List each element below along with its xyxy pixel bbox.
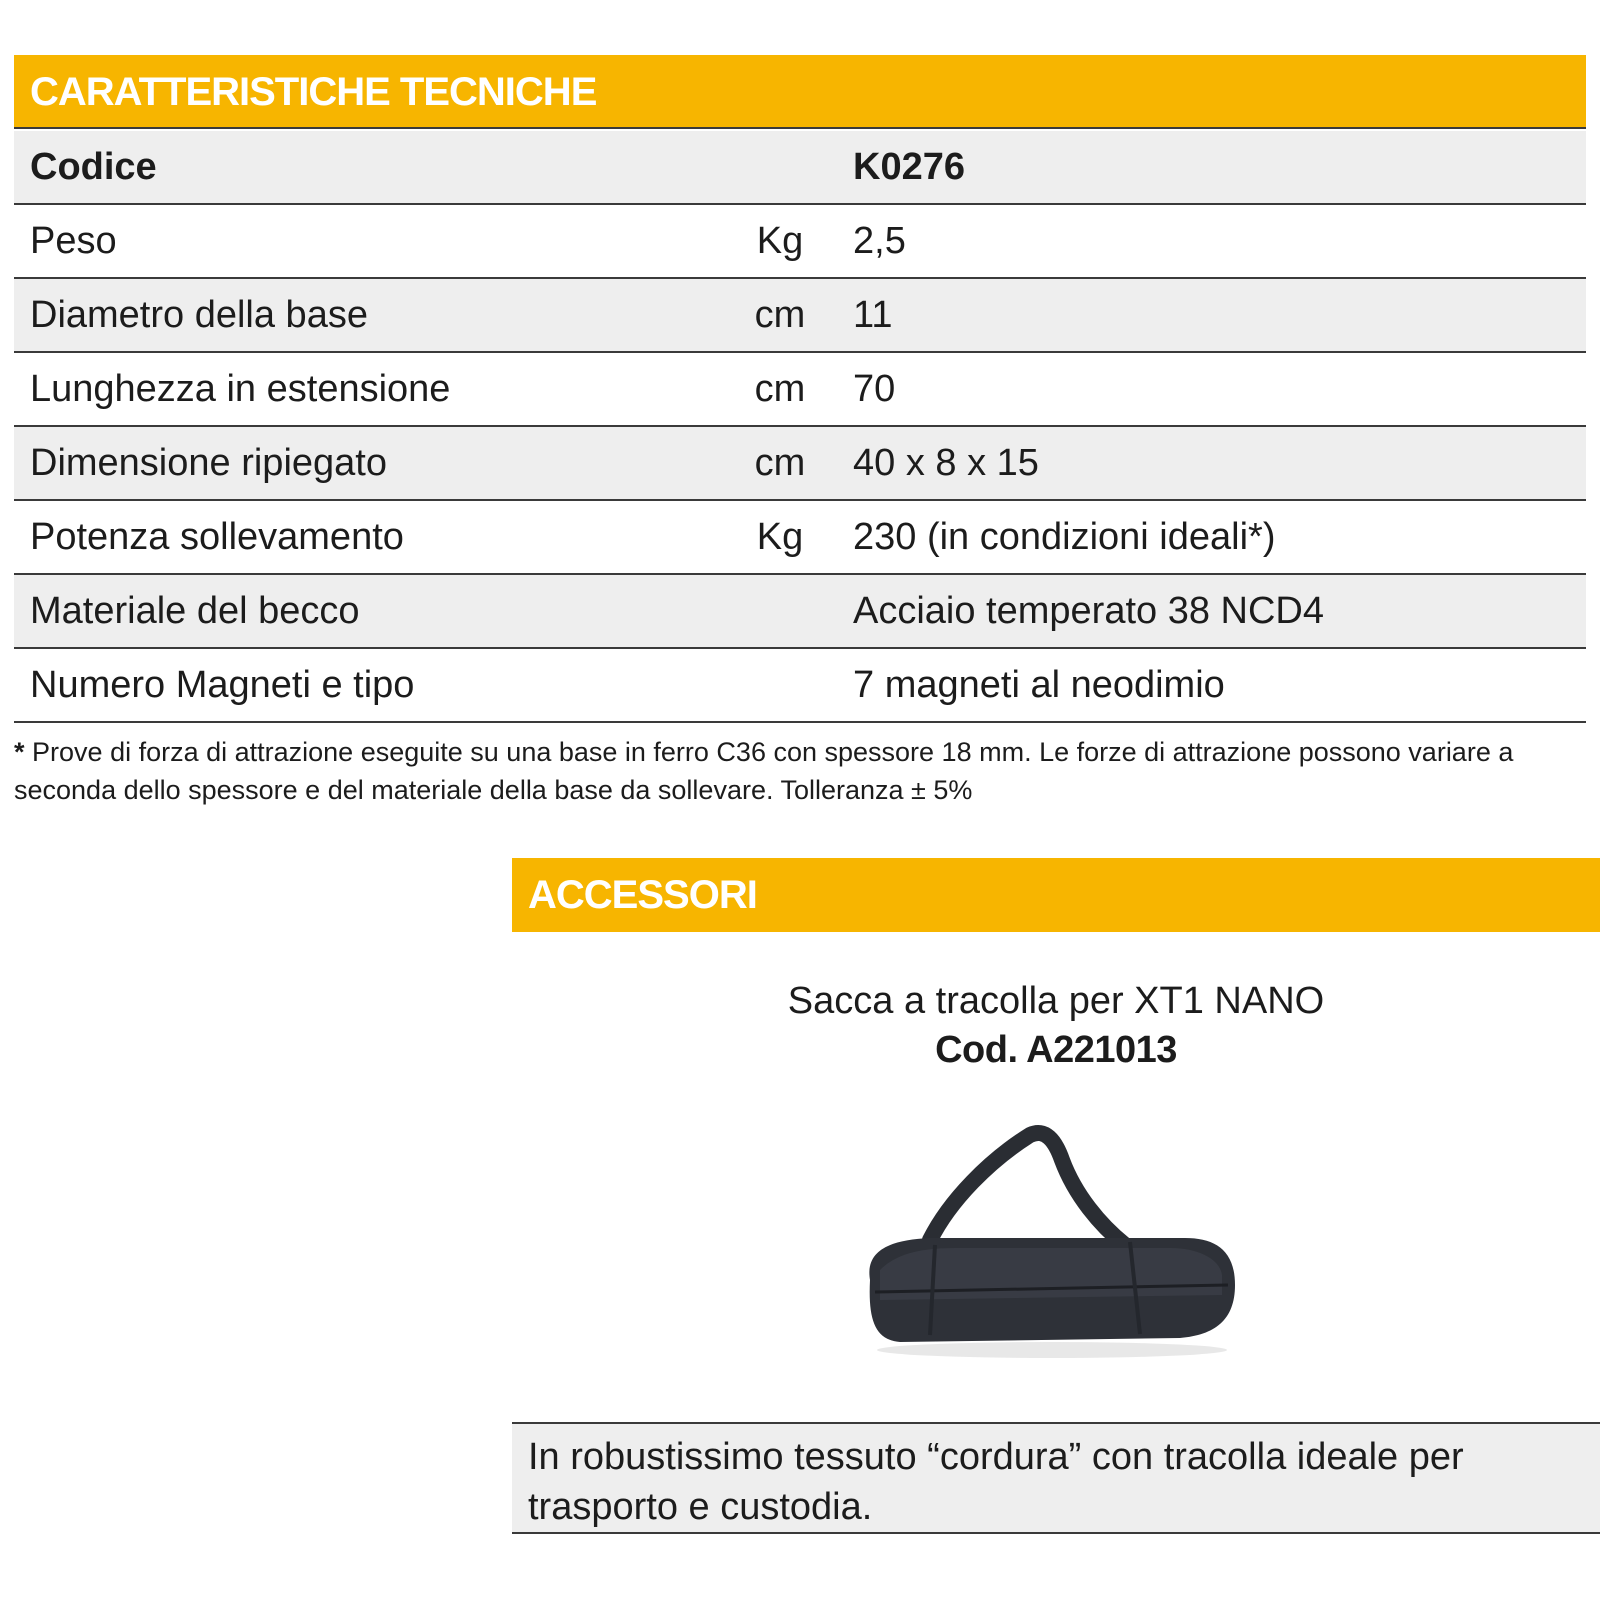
- bag-shadow: [877, 1342, 1227, 1358]
- accessory-description: In robustissimo tessuto “cordura” con tracolla ideale per trasporto e custodia.: [512, 1422, 1600, 1534]
- row-unit: [707, 574, 853, 648]
- row-unit: [707, 648, 853, 722]
- code-value: K0276: [853, 131, 1586, 204]
- shoulder-bag-image: [840, 1120, 1240, 1370]
- row-unit: cm: [707, 352, 853, 426]
- row-label: Materiale del becco: [14, 574, 707, 648]
- row-value: 11: [853, 278, 1586, 352]
- table-row: [14, 648, 1586, 722]
- accessory-code: Cod. A221013: [935, 1029, 1177, 1071]
- row-label: Numero Magneti e tipo: [14, 648, 707, 722]
- footnote: [14, 733, 1554, 809]
- table-row: [14, 204, 1586, 278]
- row-value: 70: [853, 352, 1586, 426]
- row-unit: Kg: [707, 204, 853, 278]
- row-value: 7 magneti al neodimio: [853, 648, 1586, 722]
- row-unit: Kg: [707, 500, 853, 574]
- accessories-section-title: ACCESSORI: [512, 858, 1600, 932]
- bag-strap: [930, 1133, 1125, 1245]
- row-value: 2,5: [853, 204, 1586, 278]
- code-label: Codice: [14, 131, 707, 204]
- table-row: [14, 352, 1586, 426]
- row-unit: cm: [707, 426, 853, 500]
- row-value: 230 (in condizioni ideali*): [853, 500, 1586, 574]
- spec-table: [14, 131, 1586, 723]
- accessory-name: Sacca a tracolla per XT1 NANO: [787, 980, 1325, 1022]
- spec-section-title: CARATTERISTICHE TECNICHE: [14, 55, 1586, 129]
- table-row: [14, 574, 1586, 648]
- row-value: Acciaio temperato 38 NCD4: [853, 574, 1586, 648]
- code-unit: [707, 131, 853, 204]
- row-label: Diametro della base: [14, 278, 707, 352]
- table-row: [14, 500, 1586, 574]
- footnote-text: Prove di forza di attrazione eseguite su una base in ferro C36 con spessore 18 mm. Le forze di attrazione possono variare a seconda dello spessore e del materiale della base da sollevare. Tolleranza ± 5%: [14, 737, 1514, 805]
- row-label: Potenza sollevamento: [14, 500, 707, 574]
- table-header-row: [14, 131, 1586, 204]
- row-unit: cm: [707, 278, 853, 352]
- row-label: Dimensione ripiegato: [14, 426, 707, 500]
- row-label: Peso: [14, 204, 707, 278]
- row-label: Lunghezza in estensione: [14, 352, 707, 426]
- row-value: 40 x 8 x 15: [853, 426, 1586, 500]
- footnote-marker: *: [14, 737, 25, 767]
- table-row: [14, 426, 1586, 500]
- table-row: [14, 278, 1586, 352]
